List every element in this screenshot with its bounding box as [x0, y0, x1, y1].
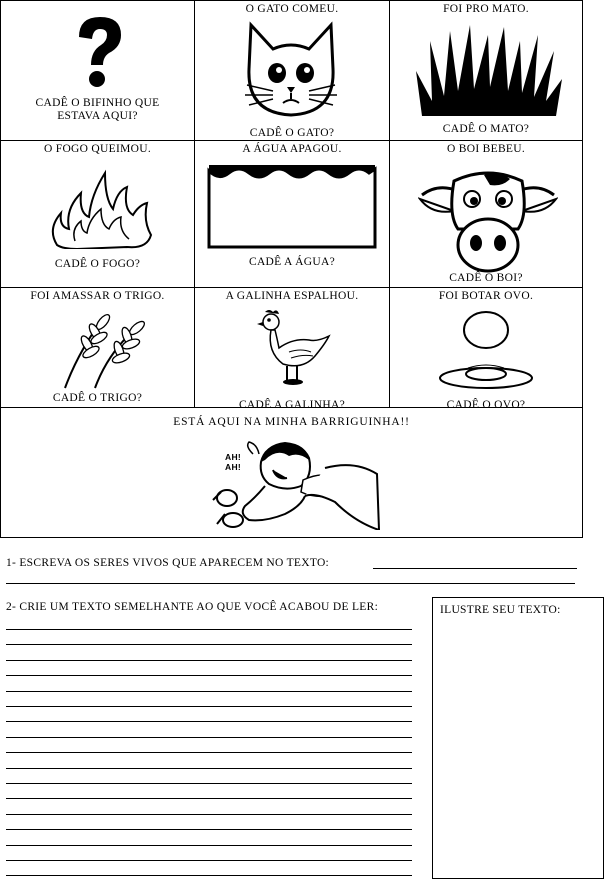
writing-line[interactable]: [6, 875, 412, 876]
writing-line[interactable]: [6, 798, 412, 799]
cell-bottom-caption: CADÊ O GATO?: [249, 127, 335, 139]
fire-icon: [47, 169, 157, 249]
question-mark-icon: [65, 11, 135, 91]
grass-icon: [414, 21, 564, 116]
cell-top-caption: FOI BOTAR OVO.: [438, 290, 534, 302]
cell-barriguinha: [0, 407, 583, 538]
writing-line[interactable]: [6, 691, 412, 692]
writing-line[interactable]: [6, 814, 412, 815]
cell-bottom-caption: CADÊ O OVO?: [446, 399, 526, 411]
egg-icon: [438, 310, 538, 390]
question-2: 2- CRIE UM TEXTO SEMELHANTE AO QUE VOCÊ ACABOU DE LER:: [6, 601, 379, 613]
writing-line[interactable]: [6, 860, 412, 861]
cell-trigo: [0, 287, 195, 408]
cell-galinha: [194, 287, 390, 411]
cell-agua: [194, 140, 390, 288]
writing-line[interactable]: [6, 768, 412, 769]
cell-bottom-caption: CADÊ O BIFINHO QUE ESTAVA AQUI?: [35, 97, 160, 122]
writing-line[interactable]: [6, 829, 412, 830]
cell-top-caption: A GALINHA ESPALHOU.: [225, 290, 359, 302]
cell-bottom-caption: CADÊ A ÁGUA?: [248, 256, 335, 268]
writing-line[interactable]: [6, 783, 412, 784]
wheat-icon: [59, 310, 149, 390]
final-line: ESTÁ AQUI NA MINHA BARRIGUINHA!!: [173, 416, 410, 428]
writing-line[interactable]: [6, 752, 412, 753]
cell-bottom-caption: CADÊ O BOI?: [449, 272, 523, 284]
cell-bottom-caption: CADÊ O TRIGO?: [52, 392, 143, 404]
writing-line[interactable]: [6, 629, 412, 630]
cell-gato: [194, 0, 390, 141]
question-1: 1- ESCREVA OS SERES VIVOS QUE APARECEM NO TEXTO:: [6, 557, 330, 569]
cell-bottom-caption: CADÊ O MATO?: [442, 123, 530, 135]
cell-mato: [389, 0, 583, 141]
cat-icon: [243, 19, 339, 119]
cell-boi: [389, 140, 583, 288]
water-icon: [207, 163, 377, 249]
cell-bifinho: [0, 0, 195, 141]
writing-line[interactable]: [6, 737, 412, 738]
cell-top-caption: O BOI BEBEU.: [446, 143, 526, 155]
cell-ovo: [389, 287, 583, 411]
cell-bottom-caption: CADÊ A GALINHA?: [238, 399, 346, 411]
laugh-text: AH! AH!: [225, 452, 242, 472]
illustrate-label: ILUSTRE SEU TEXTO:: [440, 604, 561, 616]
writing-line[interactable]: [6, 675, 412, 676]
writing-line[interactable]: [6, 706, 412, 707]
cow-icon: [418, 165, 558, 275]
cell-top-caption: FOI PRO MATO.: [443, 3, 529, 15]
cell-top-caption: FOI AMASSAR O TRIGO.: [30, 290, 165, 302]
writing-line[interactable]: [6, 845, 412, 846]
answer-line[interactable]: [373, 568, 577, 569]
cell-bottom-caption: CADÊ O FOGO?: [54, 258, 141, 270]
writing-line[interactable]: [6, 644, 412, 645]
answer-line[interactable]: [6, 583, 575, 584]
cell-top-caption: O FOGO QUEIMOU.: [43, 143, 152, 155]
writing-line[interactable]: [6, 721, 412, 722]
cell-top-caption: A ÁGUA APAGOU.: [242, 143, 342, 155]
cell-top-caption: O GATO COMEU.: [245, 3, 339, 15]
hen-icon: [253, 308, 333, 388]
illustration-box[interactable]: [432, 597, 604, 879]
cell-fogo: [0, 140, 195, 288]
writing-line[interactable]: [6, 660, 412, 661]
laughing-child-icon: [205, 440, 385, 530]
